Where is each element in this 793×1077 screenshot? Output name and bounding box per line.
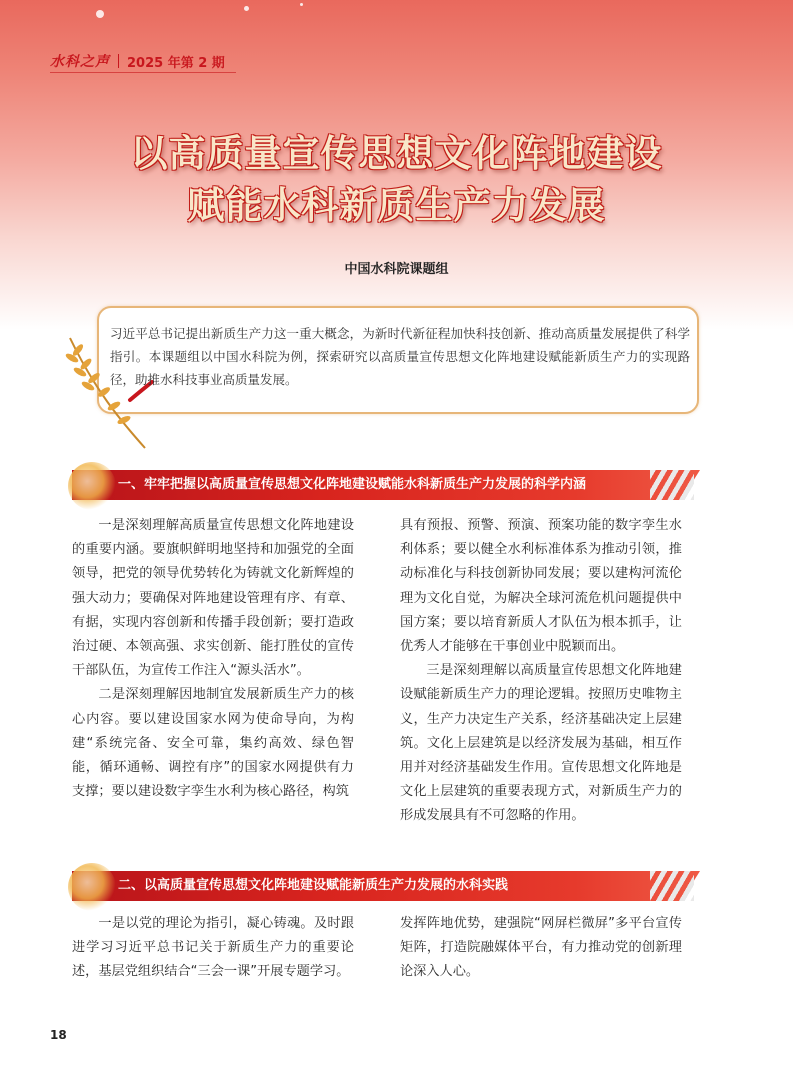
author-line: 中国水科院课题组 <box>344 262 449 277</box>
paragraph: 发挥阵地优势，建强院“网屏栏微屏”多平台宣传矩阵，打造院融媒体平台，有力推动党的创新理论深入人心。 <box>400 916 682 980</box>
article-title <box>0 128 793 232</box>
section-2-right-column <box>400 912 682 985</box>
section-2-heading: 二、以高质量宣传思想文化阵地建设赋能新质生产力发展的水科实践 <box>118 878 509 893</box>
section-2-left-column <box>72 912 354 985</box>
header-divider <box>118 54 119 68</box>
sparkle-decoration <box>244 6 249 11</box>
section-2-burst-icon <box>68 863 116 911</box>
section-2-stripes <box>650 871 694 901</box>
page-number: 18 <box>50 1028 67 1042</box>
paragraph: 二是深刻理解因地制宜发展新质生产力的核心内容。要以建设国家水网为使命导向，为构建“系统完备、安全可靠，集约高效、绿色智能，循环通畅、调控有序”的国家水网提供有力支撑；要以建设数字孪生水利为核心路径，构筑 <box>72 687 354 800</box>
issue-label: 2025 年第 2 期 <box>127 55 225 71</box>
magazine-brand: 水科之声 <box>50 54 110 70</box>
sparkle-decoration <box>96 10 104 18</box>
section-1-stripes <box>650 470 694 500</box>
header-rule <box>50 72 236 73</box>
section-1-burst-icon <box>68 462 116 510</box>
paragraph: 一是以党的理论为指引，凝心铸魂。及时跟进学习习近平总书记关于新质生产力的重要论述，基层党组织结合“三会一课”开展专题学习。 <box>72 916 354 980</box>
title-line-2: 赋能水科新质生产力发展 <box>187 184 606 227</box>
sparkle-decoration <box>300 3 303 6</box>
paragraph: 三是深刻理解以高质量宣传思想文化阵地建设赋能新质生产力的理论逻辑。按照历史唯物主义，生产力决定生产关系，经济基础决定上层建筑。文化上层建筑是以经济发展为基础，相互作用并对经济基础发生作用。宣传思想文化阵地是文化上层建筑的重要表现方式，对新质生产力的形成发展具有不可忽略的作用。 <box>400 663 682 824</box>
running-header <box>50 50 225 72</box>
title-line-1: 以高质量宣传思想文化阵地建设 <box>130 132 663 175</box>
section-1-right-column <box>400 514 682 829</box>
abstract-text: 习近平总书记提出新质生产力这一重大概念，为新时代新征程加快科技创新、推动高质量发展提供了科学指引。本课题组以中国水科院为例，探索研究以高质量宣传思想文化阵地建设赋能新质生产力的实现路径，助推水科技事业高质量发展。 <box>110 326 690 387</box>
paragraph: 一是深刻理解高质量宣传思想文化阵地建设的重要内涵。要旗帜鲜明地坚持和加强党的全面领导，把党的领导优势转化为铸就文化新辉煌的强大动力；要确保对阵地建设管理有序、有章、有据，实现内容创新和传播手段创新；要打造政治过硬、本领高强、求实创新、能打胜仗的宣传干部队伍，为宣传工作注入“源头活水”。 <box>72 518 354 679</box>
section-1-left-column <box>72 514 354 804</box>
paragraph: 具有预报、预警、预演、预案功能的数字孪生水利体系；要以健全水利标准体系为推动引领，推动标准化与科技创新协同发展；要以建构河流伦理为文化自觉，为解决全球河流危机问题提供中国方案；要以培育新质人才队伍为根本抓手，让优秀人才能够在干事创业中脱颖而出。 <box>400 518 682 655</box>
section-1-heading: 一、牢牢把握以高质量宣传思想文化阵地建设赋能水科新质生产力发展的科学内涵 <box>118 477 587 492</box>
